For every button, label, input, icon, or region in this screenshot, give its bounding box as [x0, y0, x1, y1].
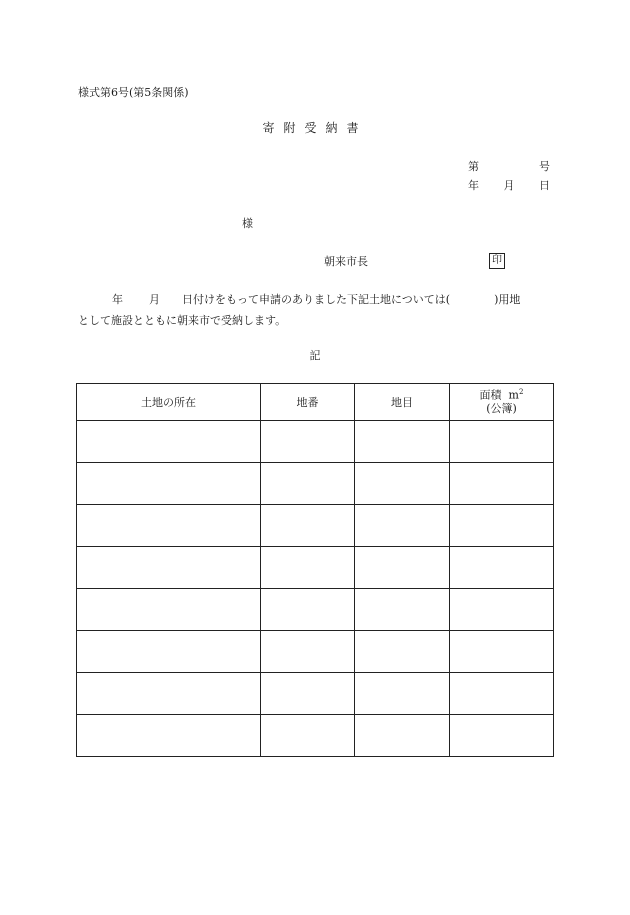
location-cell [77, 463, 261, 505]
table-row [77, 547, 554, 589]
area-cell [450, 631, 554, 673]
header-area-unit: m [508, 388, 519, 402]
header-area-note: (公簿) [486, 402, 517, 416]
land-category-cell [355, 631, 450, 673]
land-category-cell [355, 505, 450, 547]
lot-number-cell [261, 715, 355, 757]
location-cell [77, 421, 261, 463]
land-category-cell [355, 715, 450, 757]
body-segment-b: )用地 [494, 293, 521, 306]
lot-number-cell [261, 631, 355, 673]
number-dai-label: 第 [468, 160, 479, 173]
document-number-line [468, 161, 550, 172]
land-category-cell [355, 589, 450, 631]
body-month: 月 [149, 293, 160, 306]
land-category-cell [355, 673, 450, 715]
lot-number-cell [261, 505, 355, 547]
date-year-label: 年 [468, 179, 479, 192]
header-area-label: 面積 [479, 388, 502, 402]
body-text-line-1 [78, 294, 550, 305]
date-month-label: 月 [503, 179, 515, 192]
table-header-row [77, 384, 554, 421]
lot-number-cell [261, 421, 355, 463]
area-cell [450, 505, 554, 547]
form-number: 様式第6号(第5条関係) [78, 86, 189, 99]
body-text-line-2: として施設とともに朝来市で受納します。 [78, 314, 287, 327]
header-lot-number: 地番 [261, 384, 355, 421]
lot-number-cell [261, 673, 355, 715]
area-cell [450, 547, 554, 589]
area-cell [450, 421, 554, 463]
document-title: 寄附受納書 [262, 121, 368, 135]
header-area-unit-sup: 2 [518, 387, 524, 396]
location-cell [77, 547, 261, 589]
table-row [77, 715, 554, 757]
table-row [77, 505, 554, 547]
body-segment-a: 日付けをもって申請のありました下記土地については( [182, 293, 451, 306]
date-day-label: 日 [539, 179, 550, 192]
area-cell [450, 589, 554, 631]
header-location: 土地の所在 [77, 384, 261, 421]
ki-heading: 記 [309, 349, 321, 362]
table-row [77, 589, 554, 631]
seal-stamp-box: 印 [489, 253, 505, 269]
table-row [77, 463, 554, 505]
location-cell [77, 715, 261, 757]
location-cell [77, 505, 261, 547]
lot-number-cell [261, 463, 355, 505]
addressee-suffix: 様 [242, 217, 253, 230]
issue-date-line [468, 180, 550, 191]
table-row [77, 631, 554, 673]
lot-number-cell [261, 547, 355, 589]
area-cell [450, 673, 554, 715]
land-table [76, 383, 554, 757]
land-category-cell [355, 463, 450, 505]
table-row [77, 421, 554, 463]
issuer-name: 朝来市長 [324, 255, 368, 268]
area-cell [450, 715, 554, 757]
location-cell [77, 631, 261, 673]
location-cell [77, 589, 261, 631]
area-cell [450, 463, 554, 505]
table-body [77, 421, 554, 757]
table-row [77, 673, 554, 715]
lot-number-cell [261, 589, 355, 631]
land-category-cell [355, 547, 450, 589]
number-go-label: 号 [539, 160, 550, 173]
header-area [450, 384, 554, 421]
land-category-cell [355, 421, 450, 463]
location-cell [77, 673, 261, 715]
header-land-category: 地目 [355, 384, 450, 421]
body-year: 年 [112, 293, 123, 306]
